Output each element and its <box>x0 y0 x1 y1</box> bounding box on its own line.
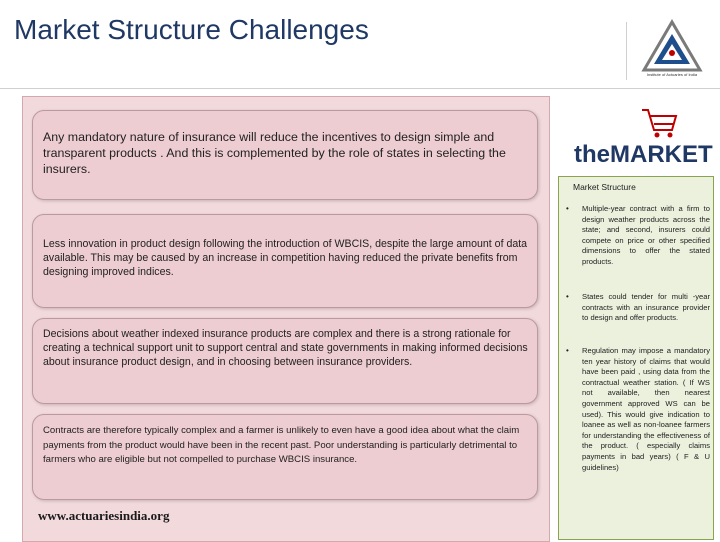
bullet-icon: • <box>566 346 569 355</box>
title-divider <box>0 88 720 89</box>
bullet-icon: • <box>566 292 569 301</box>
shopping-cart-icon <box>568 104 713 174</box>
market-structure-text-1: Multiple-year contract with a firm to design weather products across the state; and second, insurers could compete on price or other specified dimensions to offer the stated products. <box>582 204 710 266</box>
institute-logo-icon <box>632 20 712 80</box>
footer-url: www.actuariesindia.org <box>38 508 170 523</box>
challenge-card-1 <box>32 110 538 200</box>
challenge-card-3 <box>32 318 538 404</box>
challenge-card-2 <box>32 214 538 308</box>
logo-divider <box>626 22 627 80</box>
challenge-text-3: Decisions about weather indexed insurance products are complex and there is a strong rationale for creating a technical support unit to support central and state governments in making informed decisions about insurance product design, and in choosing between insurance providers. <box>43 328 528 368</box>
market-structure-heading: Market Structure <box>573 182 636 192</box>
challenge-text-1: Any mandatory nature of insurance will reduce the incentives to design simple and transparent products . And this is complemented by the role of states in selecting the insurers. <box>43 130 506 176</box>
logo-caption: Institute of Actuaries of India <box>646 72 698 77</box>
market-structure-text-3: Regulation may impose a mandatory ten year history of claims that would have been paid , using data from the contractual weather station. ( If WS not available, then nearest government approved WS can be used). This would give indication to loanee as well as non-loanee farmers for understanding the effectiveness of the product. ( especially claims payments in bad years) ( F & U guidelines) <box>582 346 710 472</box>
slide-title: Market Structure Challenges <box>14 14 369 45</box>
market-logo-text: theMARKET <box>574 141 713 168</box>
market-structure-text-2: States could tender for multi -year contracts with an insurance provider to design and offer products. <box>582 292 710 323</box>
challenge-text-2: Less innovation in product design following the introduction of WBCIS, despite the large amount of data available. This may be caused by an increase in competition having reduced the private benefits from designing improved indices. <box>43 238 528 278</box>
challenge-card-4 <box>32 414 538 500</box>
challenge-text-4: Contracts are therefore typically complex and a farmer is unlikely to even have a good idea about what the claim payments from the product would have been in the recent past. Poor understanding is particularly detrimental to farmers who are eligible but not compelled to purchase WBCIS insurance. <box>43 425 520 465</box>
bullet-icon: • <box>566 204 569 213</box>
